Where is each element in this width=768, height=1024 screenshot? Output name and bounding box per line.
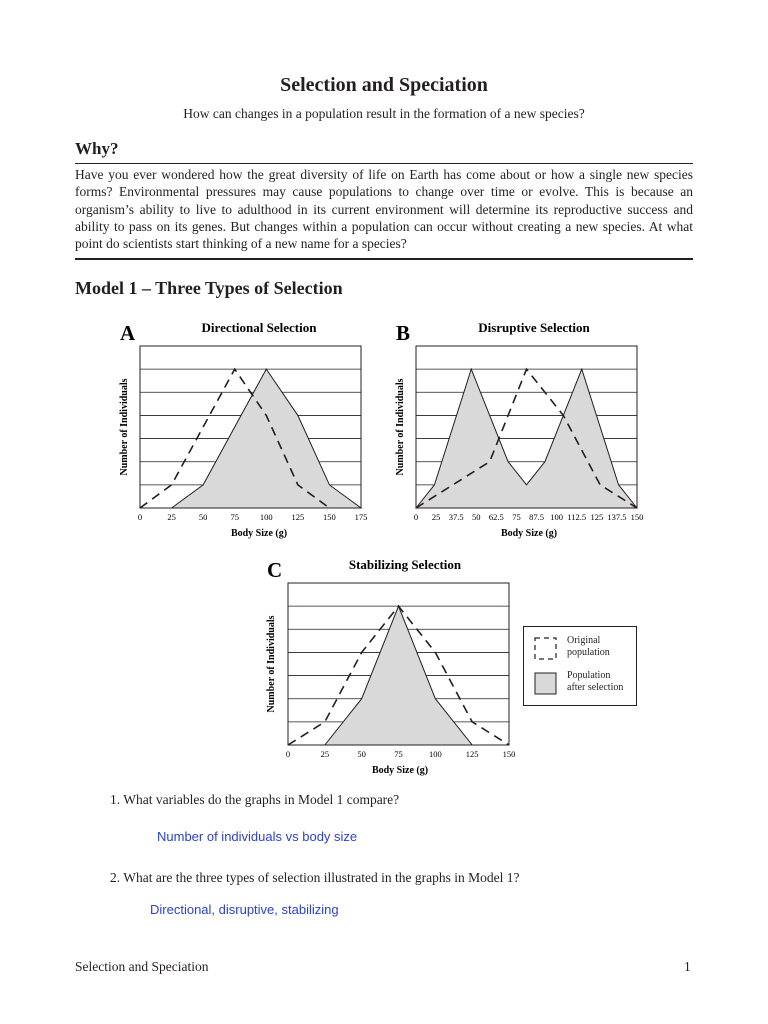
x-tick-label: 75: [394, 749, 403, 759]
chart-c-letter: C: [267, 558, 283, 582]
x-tick-label: 0: [413, 512, 419, 522]
footer-page-number: 1: [684, 959, 691, 974]
chart-c-xlabel: Body Size (g): [371, 765, 429, 776]
chart-c: [258, 551, 518, 781]
chart-c-title: Stabilizing Selection: [348, 557, 462, 572]
x-tick-label: 112.5: [567, 512, 587, 522]
chart-a: [110, 314, 385, 544]
chart-a-ylabel: Number of Individuals: [119, 378, 130, 476]
answer-1[interactable]: Number of individuals vs body size: [157, 829, 358, 844]
legend-original-label: Original population: [567, 635, 610, 658]
x-tick-label: 75: [230, 512, 239, 522]
x-tick-label: 100: [259, 512, 273, 522]
footer-title: Selection and Speciation: [75, 959, 209, 974]
x-tick-label: 125: [291, 512, 305, 522]
x-tick-label: 37.5: [448, 512, 464, 522]
legend-after-label: Population after selection: [567, 670, 624, 693]
legend-filled-swatch: [534, 672, 558, 696]
x-tick-label: 125: [590, 512, 604, 522]
answer-2[interactable]: Directional, disruptive, stabilizing: [150, 902, 339, 917]
x-tick-label: 75: [512, 512, 521, 522]
x-tick-label: 150: [323, 512, 336, 522]
x-tick-label: 100: [550, 512, 564, 522]
why-rule-top: [75, 163, 693, 164]
question-2: 2. What are the three types of selection illustrated in the graphs in Model 1?: [110, 870, 520, 885]
x-tick-label: 25: [431, 512, 441, 522]
x-tick-label: 137.5: [607, 512, 627, 522]
x-tick-label: 87.5: [529, 512, 544, 522]
x-tick-label: 25: [320, 749, 330, 759]
legend-dashed-swatch: [534, 637, 558, 661]
x-tick-label: 50: [198, 512, 208, 522]
chart-a-xlabel: Body Size (g): [230, 528, 288, 539]
model-heading: Model 1 – Three Types of Selection: [75, 278, 343, 298]
x-tick-label: 125: [465, 749, 479, 759]
why-paragraph: Have you ever wondered how the great diversity of life on Earth has come about or how a single new species forms? Environmental pressures may cause populations to change over time or evolve. This is because an organism’s ability to live to adulthood in its current environment will determine its reproductive success and ability to pass on its genes. But changes within a population can occur without creating a new species. At what point do scientists start thinking of a new name for a species?: [75, 167, 693, 252]
x-tick-label: 150: [630, 512, 644, 522]
x-tick-label: 25: [167, 512, 176, 522]
chart-b-xlabel: Body Size (g): [500, 528, 558, 539]
x-tick-label: 0: [285, 749, 291, 759]
chart-b-letter: B: [396, 321, 411, 345]
why-heading: Why?: [75, 139, 119, 158]
chart-a-letter: A: [120, 321, 136, 345]
chart-a-title: Directional Selection: [201, 320, 317, 335]
chart-b: [387, 314, 662, 544]
page-title: Selection and Speciation: [280, 74, 488, 96]
x-tick-label: 50: [357, 749, 366, 759]
why-rule-bottom: [75, 258, 693, 260]
x-tick-label: 0: [137, 512, 143, 522]
x-tick-label: 50: [472, 512, 481, 522]
page-subtitle: How can changes in a population result in the formation of a new species?: [183, 106, 585, 121]
chart-b-ylabel: Number of Individuals: [395, 378, 406, 476]
question-1: 1. What variables do the graphs in Model 1 compare?: [110, 792, 400, 807]
x-tick-label: 62.5: [488, 512, 504, 522]
chart-b-title: Disruptive Selection: [478, 320, 590, 335]
x-tick-label: 150: [502, 749, 516, 759]
chart-c-ylabel: Number of Individuals: [266, 615, 277, 713]
chart-legend: [523, 626, 637, 706]
x-tick-label: 100: [428, 749, 442, 759]
x-tick-label: 175: [354, 512, 368, 522]
